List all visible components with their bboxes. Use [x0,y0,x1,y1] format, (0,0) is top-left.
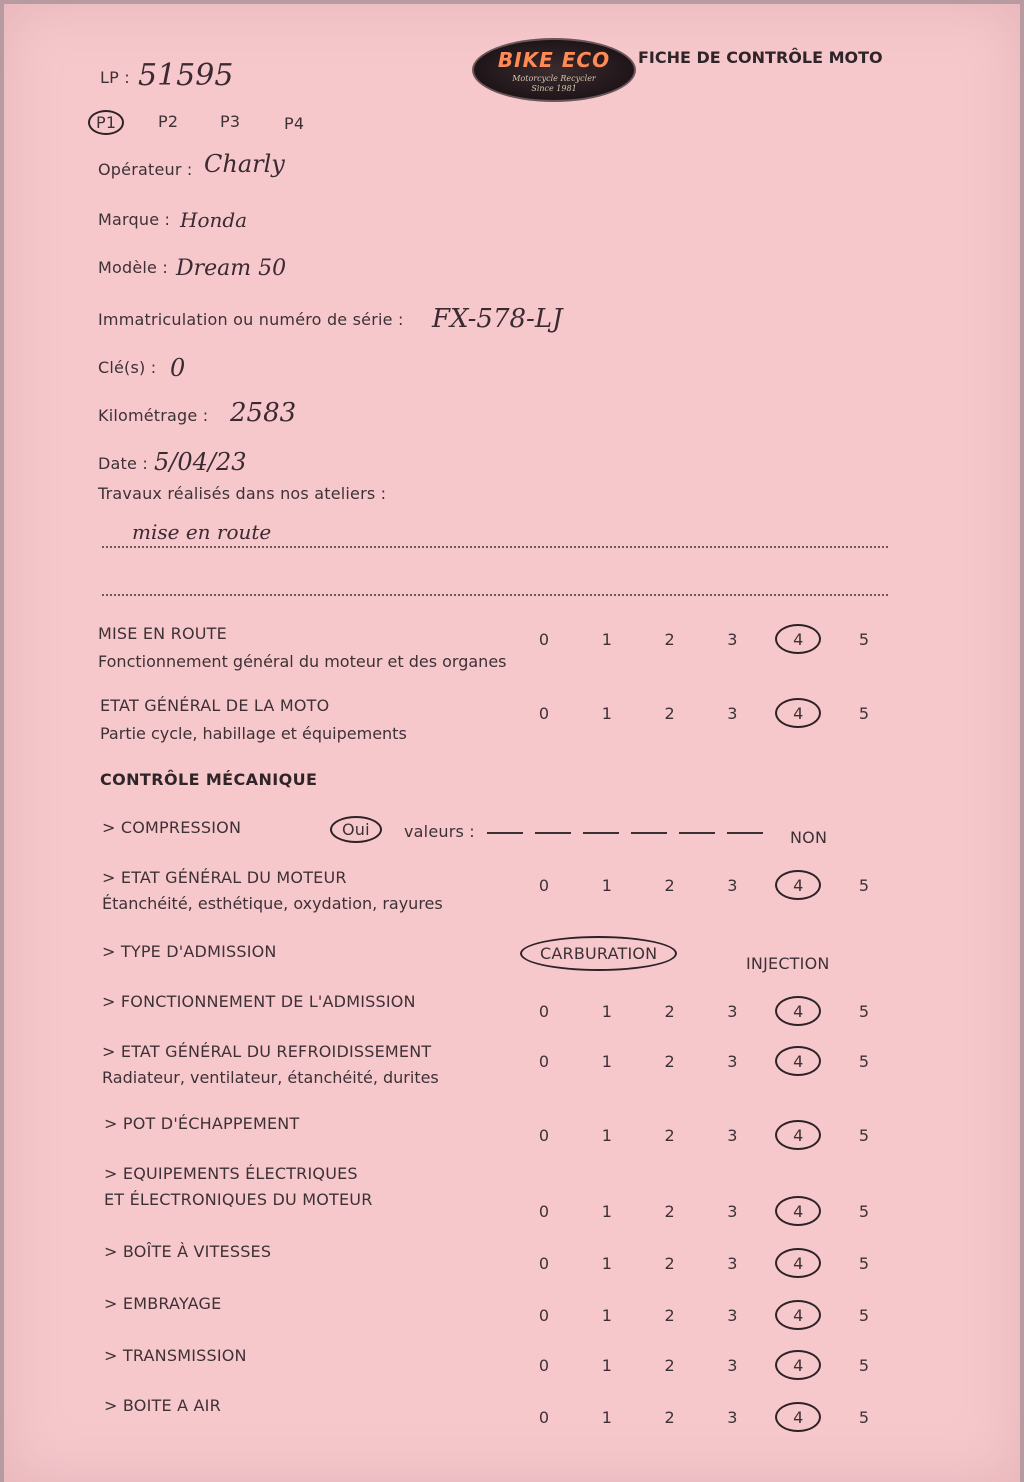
scale-option-3[interactable]: 3 [727,875,738,895]
scale-option-3[interactable]: 3 [727,703,738,723]
scale-option-5[interactable]: 5 [858,1305,870,1325]
scale-option-5[interactable]: 5 [858,1001,870,1021]
scale-option-5[interactable]: 5 [858,1253,870,1273]
boite-air-title: > BOITE A AIR [104,1396,221,1415]
valeur-blank-2[interactable] [535,832,571,834]
section-controle-mecanique: CONTRÔLE MÉCANIQUE [100,770,318,789]
control-sheet [4,4,1020,1482]
scale-option-0[interactable]: 0 [538,703,550,723]
scale-option-3[interactable]: 3 [727,1201,738,1221]
scale-option-0[interactable]: 0 [538,1125,550,1145]
admission-fonctionnement-title: > FONCTIONNEMENT DE L'ADMISSION [102,992,416,1011]
etat-moto-title: ETAT GÉNÉRAL DE LA MOTO [100,696,330,715]
scale-option-3[interactable]: 3 [727,1051,738,1071]
etat-moteur-subtitle: Étanchéité, esthétique, oxydation, rayures [102,894,443,913]
mise-en-route-subtitle: Fonctionnement général du moteur et des organes [98,652,507,671]
scale-option-1[interactable]: 1 [601,1305,612,1325]
scale-option-3[interactable]: 3 [727,1305,738,1325]
position-p2[interactable]: P2 [158,112,179,131]
scale-option-0[interactable]: 0 [538,1201,550,1221]
operateur-label: Opérateur : [98,160,193,179]
cles-value[interactable]: 0 [170,354,186,382]
scale-option-3[interactable]: 3 [727,1407,738,1427]
position-p3[interactable]: P3 [220,112,241,131]
equipements-electriques-title: > EQUIPEMENTS ÉLECTRIQUES [104,1164,358,1183]
cles-label: Clé(s) : [98,358,157,377]
scale-option-2[interactable]: 2 [664,703,675,723]
valeur-blank-1[interactable] [487,832,523,834]
transmission-scale[interactable] [524,1350,884,1380]
compression-label: > COMPRESSION [102,818,242,837]
travaux-line-1 [102,546,888,548]
modele-value[interactable]: Dream 50 [176,256,287,281]
refroidissement-scale[interactable] [524,1046,884,1076]
admission-injection[interactable]: INJECTION [746,954,830,973]
scale-option-2[interactable]: 2 [664,629,675,649]
scale-option-5[interactable]: 5 [858,1355,870,1375]
scale-option-5[interactable]: 5 [858,629,870,649]
scale-option-2[interactable]: 2 [664,875,675,895]
scale-option-4-selected[interactable]: 4 [775,870,821,900]
pot-echappement-scale[interactable] [524,1120,884,1150]
boite-vitesses-title: > BOÎTE À VITESSES [104,1242,272,1261]
logo-tagline: Motorcycle Recycler [512,74,596,83]
scale-option-4-selected[interactable]: 4 [775,1300,821,1330]
boite-air-scale[interactable] [524,1402,884,1432]
etat-moteur-title: > ETAT GÉNÉRAL DU MOTEUR [102,868,347,887]
scale-option-3[interactable]: 3 [727,1001,738,1021]
pot-echappement-title: > POT D'ÉCHAPPEMENT [104,1114,300,1133]
scale-option-4-selected[interactable]: 4 [775,996,821,1026]
date-label: Date : [98,454,148,473]
scale-option-1[interactable]: 1 [601,1125,612,1145]
scale-option-0[interactable]: 0 [538,1355,550,1375]
type-admission-label: > TYPE D'ADMISSION [102,942,277,961]
scale-option-0[interactable]: 0 [538,1253,550,1273]
scale-option-4-selected[interactable]: 4 [775,1248,821,1278]
scale-option-2[interactable]: 2 [664,1051,675,1071]
compression-oui-selected[interactable]: Oui [330,816,382,843]
scale-option-1[interactable]: 1 [601,1355,612,1375]
scale-option-0[interactable]: 0 [538,629,550,649]
scale-option-1[interactable]: 1 [601,629,612,649]
kilometrage-value[interactable]: 2583 [230,398,297,428]
scale-option-3[interactable]: 3 [727,1355,738,1375]
scale-option-4-selected[interactable]: 4 [775,698,821,728]
scale-option-1[interactable]: 1 [601,1001,612,1021]
etat-moto-scale[interactable] [524,698,884,728]
scale-option-2[interactable]: 2 [664,1407,675,1427]
refroidissement-subtitle: Radiateur, ventilateur, étanchéité, durites [102,1068,439,1087]
scale-option-5[interactable]: 5 [858,1051,870,1071]
lp-value[interactable]: 51595 [138,58,234,93]
admission-fonctionnement-scale[interactable] [524,996,884,1026]
scale-option-0[interactable]: 0 [538,1001,550,1021]
scale-option-0[interactable]: 0 [538,875,550,895]
mise-en-route-title: MISE EN ROUTE [98,624,227,643]
scale-option-4-selected[interactable]: 4 [775,1350,821,1380]
scale-option-1[interactable]: 1 [601,1201,612,1221]
scale-option-3[interactable]: 3 [727,1125,738,1145]
scale-option-5[interactable]: 5 [858,1125,870,1145]
lp-label: LP : [100,68,130,87]
scale-option-4-selected[interactable]: 4 [775,624,821,654]
scale-option-4-selected[interactable]: 4 [775,1402,821,1432]
valeur-blank-6[interactable] [727,832,763,834]
equipements-electriques-scale[interactable] [524,1196,884,1226]
scale-option-1[interactable]: 1 [601,1407,612,1427]
scale-option-2[interactable]: 2 [664,1125,675,1145]
logo-brand: BIKE ECO [497,48,611,72]
scale-option-4-selected[interactable]: 4 [775,1120,821,1150]
scale-option-4-selected[interactable]: 4 [775,1046,821,1076]
position-p1[interactable]: P1 [88,110,124,135]
scale-option-5[interactable]: 5 [858,1407,870,1427]
marque-label: Marque : [98,210,171,229]
boite-vitesses-scale[interactable] [524,1248,884,1278]
valeur-blank-4[interactable] [631,832,667,834]
operateur-value[interactable]: Charly [204,150,285,178]
compression-non[interactable]: NON [790,828,828,847]
etat-moteur-scale[interactable] [524,870,884,900]
scale-option-2[interactable]: 2 [664,1253,675,1273]
mise-en-route-scale[interactable] [524,624,884,654]
scale-option-5[interactable]: 5 [858,875,870,895]
marque-value[interactable]: Honda [180,208,248,232]
scale-option-1[interactable]: 1 [601,703,612,723]
modele-label: Modèle : [98,258,168,277]
travaux-line-2 [102,594,888,596]
scale-option-1[interactable]: 1 [601,875,612,895]
equipements-electriques-subtitle: ET ÉLECTRONIQUES DU MOTEUR [104,1190,373,1209]
immatriculation-label: Immatriculation ou numéro de série : [98,310,404,329]
scale-option-0[interactable]: 0 [538,1305,550,1325]
page-title: FICHE DE CONTRÔLE MOTO [638,48,883,67]
transmission-title: > TRANSMISSION [104,1346,247,1365]
kilometrage-label: Kilométrage : [98,406,209,425]
scale-option-1[interactable]: 1 [601,1051,612,1071]
position-p4[interactable]: P4 [284,114,305,133]
logo-since: Since 1981 [531,84,577,93]
scale-option-3[interactable]: 3 [727,629,738,649]
bike-eco-logo [472,38,636,102]
scale-option-0[interactable]: 0 [538,1407,550,1427]
embrayage-title: > EMBRAYAGE [104,1294,222,1313]
valeurs-text: valeurs : [404,822,475,841]
immatriculation-value[interactable]: FX-578-LJ [432,304,563,334]
travaux-label: Travaux réalisés dans nos ateliers : [98,484,387,503]
scale-option-2[interactable]: 2 [664,1001,675,1021]
scale-option-5[interactable]: 5 [858,703,870,723]
etat-moto-subtitle: Partie cycle, habillage et équipements [100,724,407,743]
embrayage-scale[interactable] [524,1300,884,1330]
admission-carburation-selected[interactable]: CARBURATION [520,936,677,971]
scale-option-4-selected[interactable]: 4 [775,1196,821,1226]
travaux-value[interactable]: mise en route [132,520,272,544]
scale-option-3[interactable]: 3 [727,1253,738,1273]
scale-option-1[interactable]: 1 [601,1253,612,1273]
scale-option-2[interactable]: 2 [664,1355,675,1375]
valeur-blank-3[interactable] [583,832,619,834]
scale-option-2[interactable]: 2 [664,1201,675,1221]
valeur-blank-5[interactable] [679,832,715,834]
compression-valeurs-label [404,822,763,841]
date-value[interactable]: 5/04/23 [154,448,247,476]
refroidissement-title: > ETAT GÉNÉRAL DU REFROIDISSEMENT [102,1042,432,1061]
scale-option-0[interactable]: 0 [538,1051,550,1071]
scale-option-2[interactable]: 2 [664,1305,675,1325]
scale-option-5[interactable]: 5 [858,1201,870,1221]
